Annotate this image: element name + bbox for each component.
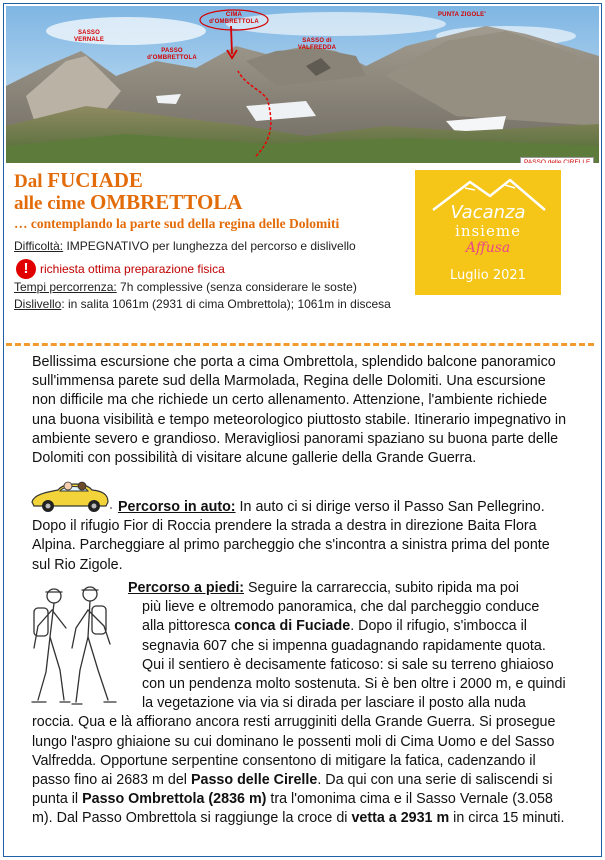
piedi-line: la vegetazione via via si dirada per lasciare il posto alla nuda [142,695,526,712]
piedi-line [32,809,580,828]
piedi-line [32,790,580,809]
piedi-bold: conca di Fuciade [234,618,351,635]
piedi-bold: Passo delle Cirelle [190,772,318,789]
dislivello-label: Dislivello [14,297,62,311]
title-main-2: OMBRETTOLA [89,190,243,214]
difficolta-value: IMPEGNATIVO per lunghezza del percorso e dislivello [63,239,356,253]
intro-paragraph [32,353,577,468]
piedi-line: Qui il sentiero è decisamente faticoso: si sale su terreno ghiaioso [142,656,554,673]
label-passo-ombrettola: PASSO d'OMBRETTOLA [147,48,197,61]
title-prefix-1: Dal [14,171,48,192]
title-line-2 [14,190,242,215]
logo-line-2: insieme [455,222,521,240]
intro-line: Dolomiti con possibilità di visitare alcune gallerie della Grande Guerra. [32,450,477,467]
auto-heading: Percorso in auto: [118,499,236,515]
piedi-heading: Percorso a piedi: [128,580,245,596]
intro-line: ambiente severo e grandioso. Meravigliosi panorami spaziano su buona parte delle [32,430,559,447]
piedi-paragraph [32,579,580,829]
tempi-row [14,280,357,294]
piedi-text: Seguire la carrareccia, subito ripida ma poi [244,580,519,596]
piedi-text: in circa 15 minuti. [449,810,565,827]
intro-line: non difficile ma che richiede un certo allenamento. Attenzione, l'ambiente richiede [32,392,548,409]
piedi-text: . Dopo il rifugio, s'imbocca il [350,618,527,635]
mountain-photo [6,6,599,163]
auto-paragraph [32,498,580,575]
dislivello-row [14,297,391,311]
intro-line: sull'immensa parete sud della Marmolada, Regina delle Dolomiti. Una escursione [32,373,546,390]
subtitle: … contemplando la parte sud della regina delle Dolomiti [14,216,340,231]
difficolta-row [14,239,356,253]
auto-line: Alpina. Parcheggiare al primo parcheggio che s'incontra a sinistra prima del ponte [32,537,550,554]
piedi-text: m). Dal Passo Ombrettola si raggiunge la croce di [32,810,352,827]
section-divider [6,343,594,346]
piedi-line: roccia. Qua e là affiorano ancora resti arrugginiti della Grande Guerra. Si prosegue [32,714,556,731]
difficolta-label: Difficoltà: [14,239,64,253]
piedi-text: alla pittoresca [142,618,235,635]
piedi-line [32,771,580,790]
intro-line: una buona visibilità e tempo meteorologico piuttosto stabile. Itinerario impegnativo in [32,411,567,428]
logo-line-1: Vacanza [450,202,526,223]
piedi-line: con un pendenza molto sostenuta. Si è ben oltre i 2000 m, e quindi [142,676,566,693]
piedi-bold: Passo Ombrettola (2836 m) [82,791,267,808]
title-main-1: FUCIADE [47,168,143,192]
label-sasso-valfredda: SASSO di VALFREDDA [297,38,337,51]
piedi-text: punta il [32,791,83,808]
piedi-text: passo fino ai 2683 m del [32,772,191,789]
auto-first-line [32,498,580,517]
logo-line-3: Affusa [465,240,511,256]
label-cima-ombrettola: CIMA d'OMBRETTOLA [209,12,259,25]
tempi-value: 7h complessive (senza considerare le soste) [116,280,357,294]
auto-first-text: In auto ci si dirige verso il Passo San Pellegrino. [235,499,545,515]
piedi-line [32,617,580,636]
piedi-line: più lieve e oltremodo panoramica, che dal parcheggio conduce [142,599,540,616]
piedi-line [32,579,580,598]
label-punta-zigole: PUNTA ZIGOLE' [437,12,487,18]
dislivello-value: : in salita 1061m (2931 di cima Ombrettola); 1061m in discesa [61,297,391,311]
piedi-text: . Da qui con una serie di saliscendi si [317,772,553,789]
piedi-bold: vetta a 2931 m [351,810,450,827]
auto-line: sul Rio Zigole. [32,556,123,573]
intro-line: Bellissima escursione che porta a cima Ombrettola, splendido balcone panoramico [32,354,556,370]
piedi-line: segnavia 607 che si impenna guadagnando rapidamente quota. [142,637,546,654]
piedi-line: lungo l'aspro ghiaione su cui dominano le possenti moli di Cima Uomo e del Sasso [32,733,555,750]
auto-line: Dopo il rifugio Fior di Roccia prendere la strada a destra in direzione Baita Flora [32,518,537,535]
logo-line-4: Luglio 2021 [450,268,526,283]
label-sasso-vernale: SASSO VERNALE [73,30,105,43]
label-passo-cirelle: PASSO delle CIRELLE [520,157,594,163]
title-prefix-2: alle cime [14,193,90,214]
warning-icon: ! [16,259,36,279]
warning-text: richiesta ottima preparazione fisica [40,262,225,276]
piedi-line: Valfredda. Opportune serpentine consentono di mitigare la fatica, cadenzando il [32,752,536,769]
vacanza-insieme-logo [415,170,561,295]
piedi-text: tra l'omonima cima e il Sasso Vernale (3.058 [266,791,553,808]
tempi-label: Tempi percorrenza: [14,280,117,294]
